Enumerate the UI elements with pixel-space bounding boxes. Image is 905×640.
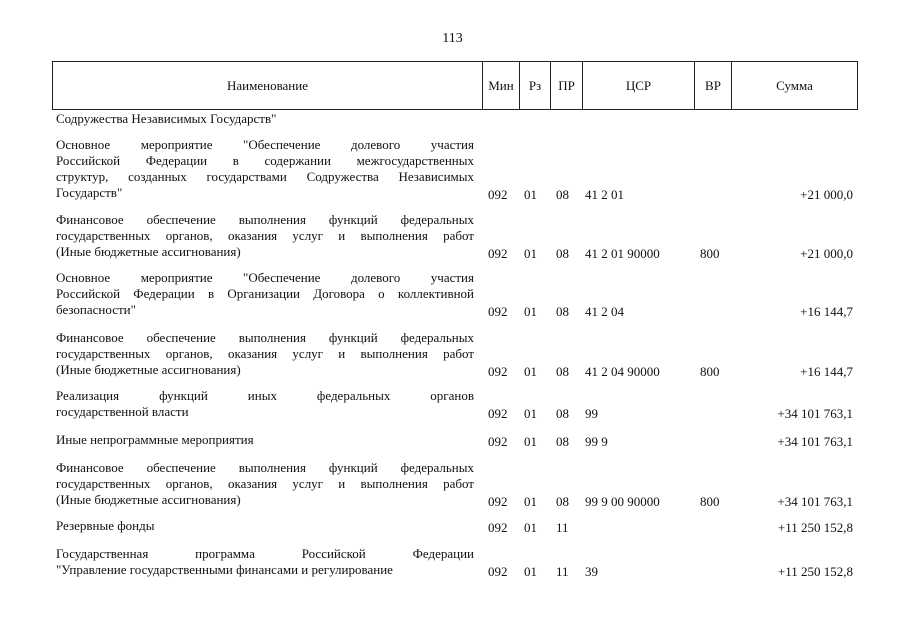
cell-pr: 08 xyxy=(556,434,569,449)
cell-rz: 01 xyxy=(524,304,537,319)
header-vr: ВР xyxy=(705,78,721,93)
cell-csr: 41 2 04 xyxy=(585,304,624,319)
row-name-line: (Иные бюджетные ассигнования) xyxy=(56,244,241,259)
row-name-line: Государственная программа Российской Федерации xyxy=(56,546,474,561)
page-number: 113 xyxy=(442,31,463,46)
row-name-line: (Иные бюджетные ассигнования) xyxy=(56,492,241,507)
cell-csr: 99 9 00 90000 xyxy=(585,494,660,509)
cell-vr: 800 xyxy=(700,364,720,379)
cell-sum: +11 250 152,8 xyxy=(777,564,853,579)
row-name xyxy=(56,270,474,318)
cell-pr: 08 xyxy=(556,304,569,319)
cell-sum: +34 101 763,1 xyxy=(777,434,853,449)
row-name xyxy=(56,518,474,534)
cell-sum: +34 101 763,1 xyxy=(777,494,853,509)
cell-vr: 800 xyxy=(700,246,720,261)
cell-vr: 800 xyxy=(700,494,720,509)
row-name xyxy=(56,330,474,378)
cell-csr: 99 xyxy=(585,406,598,421)
cell-sum: +21 000,0 xyxy=(800,246,853,261)
row-name-line: Иные непрограммные мероприятия xyxy=(56,432,254,447)
row-name-line: Российской Федерации в Организации Договора о коллективной xyxy=(56,286,474,301)
cell-csr: 41 2 04 90000 xyxy=(585,364,660,379)
cell-csr: 41 2 01 90000 xyxy=(585,246,660,261)
row-name-line: государственной власти xyxy=(56,404,189,419)
header-name: Наименование xyxy=(227,78,308,93)
header-pr: ПР xyxy=(558,78,575,93)
cell-sum: +11 250 152,8 xyxy=(777,520,853,535)
row-name-line: Содружества Независимых Государств" xyxy=(56,111,277,126)
table-header xyxy=(52,61,858,110)
cell-pr: 08 xyxy=(556,494,569,509)
cell-min: 092 xyxy=(488,304,508,319)
cell-csr: 99 9 xyxy=(585,434,608,449)
cell-rz: 01 xyxy=(524,520,537,535)
cell-sum: +16 144,7 xyxy=(800,304,853,319)
cell-rz: 01 xyxy=(524,406,537,421)
row-name xyxy=(56,432,474,448)
cell-rz: 01 xyxy=(524,434,537,449)
cell-min: 092 xyxy=(488,494,508,509)
cell-pr: 11 xyxy=(556,520,569,535)
row-name-line: Российской Федерации в содержании межгосударственных xyxy=(56,153,474,168)
cell-min: 092 xyxy=(488,564,508,579)
cell-min: 092 xyxy=(488,364,508,379)
cell-rz: 01 xyxy=(524,187,537,202)
row-name-line: Финансовое обеспечение выполнения функций федеральных xyxy=(56,460,474,475)
row-name xyxy=(56,137,474,201)
cell-rz: 01 xyxy=(524,564,537,579)
header-csr: ЦСР xyxy=(625,78,652,93)
cell-sum: +34 101 763,1 xyxy=(777,406,853,421)
cell-rz: 01 xyxy=(524,364,537,379)
row-name xyxy=(56,111,474,127)
header-min: Мин xyxy=(488,78,514,93)
cell-csr: 39 xyxy=(585,564,598,579)
row-name-line: государственных органов, оказания услуг и выполнения работ xyxy=(56,228,474,243)
row-name xyxy=(56,212,474,260)
row-name-line: Основное мероприятие "Обеспечение долевого участия xyxy=(56,270,474,285)
row-name-line: Финансовое обеспечение выполнения функций федеральных xyxy=(56,330,474,345)
cell-rz: 01 xyxy=(524,494,537,509)
cell-rz: 01 xyxy=(524,246,537,261)
row-name-line: Основное мероприятие "Обеспечение долевого участия xyxy=(56,137,474,152)
cell-pr: 08 xyxy=(556,364,569,379)
cell-min: 092 xyxy=(488,187,508,202)
cell-pr: 11 xyxy=(556,564,569,579)
row-name xyxy=(56,460,474,508)
cell-min: 092 xyxy=(488,520,508,535)
cell-min: 092 xyxy=(488,406,508,421)
header-rz: Рз xyxy=(528,78,542,93)
row-name-line: структур, созданных государствами Содружества Независимых xyxy=(56,169,474,184)
row-name-line: Государств" xyxy=(56,185,123,200)
row-name-line: государственных органов, оказания услуг и выполнения работ xyxy=(56,476,474,491)
row-name-line: "Управление государственными финансами и регулирование xyxy=(56,562,393,577)
cell-csr: 41 2 01 xyxy=(585,187,624,202)
row-name-line: (Иные бюджетные ассигнования) xyxy=(56,362,241,377)
header-sum: Сумма xyxy=(776,78,813,93)
row-name-line: государственных органов, оказания услуг и выполнения работ xyxy=(56,346,474,361)
cell-sum: +16 144,7 xyxy=(800,364,853,379)
row-name-line: Реализация функций иных федеральных органов xyxy=(56,388,474,403)
cell-pr: 08 xyxy=(556,187,569,202)
row-name xyxy=(56,546,474,578)
row-name-line: Финансовое обеспечение выполнения функций федеральных xyxy=(56,212,474,227)
cell-pr: 08 xyxy=(556,406,569,421)
cell-sum: +21 000,0 xyxy=(800,187,853,202)
row-name xyxy=(56,388,474,420)
cell-pr: 08 xyxy=(556,246,569,261)
cell-min: 092 xyxy=(488,246,508,261)
row-name-line: Резервные фонды xyxy=(56,518,155,533)
row-name-line: безопасности" xyxy=(56,302,136,317)
cell-min: 092 xyxy=(488,434,508,449)
